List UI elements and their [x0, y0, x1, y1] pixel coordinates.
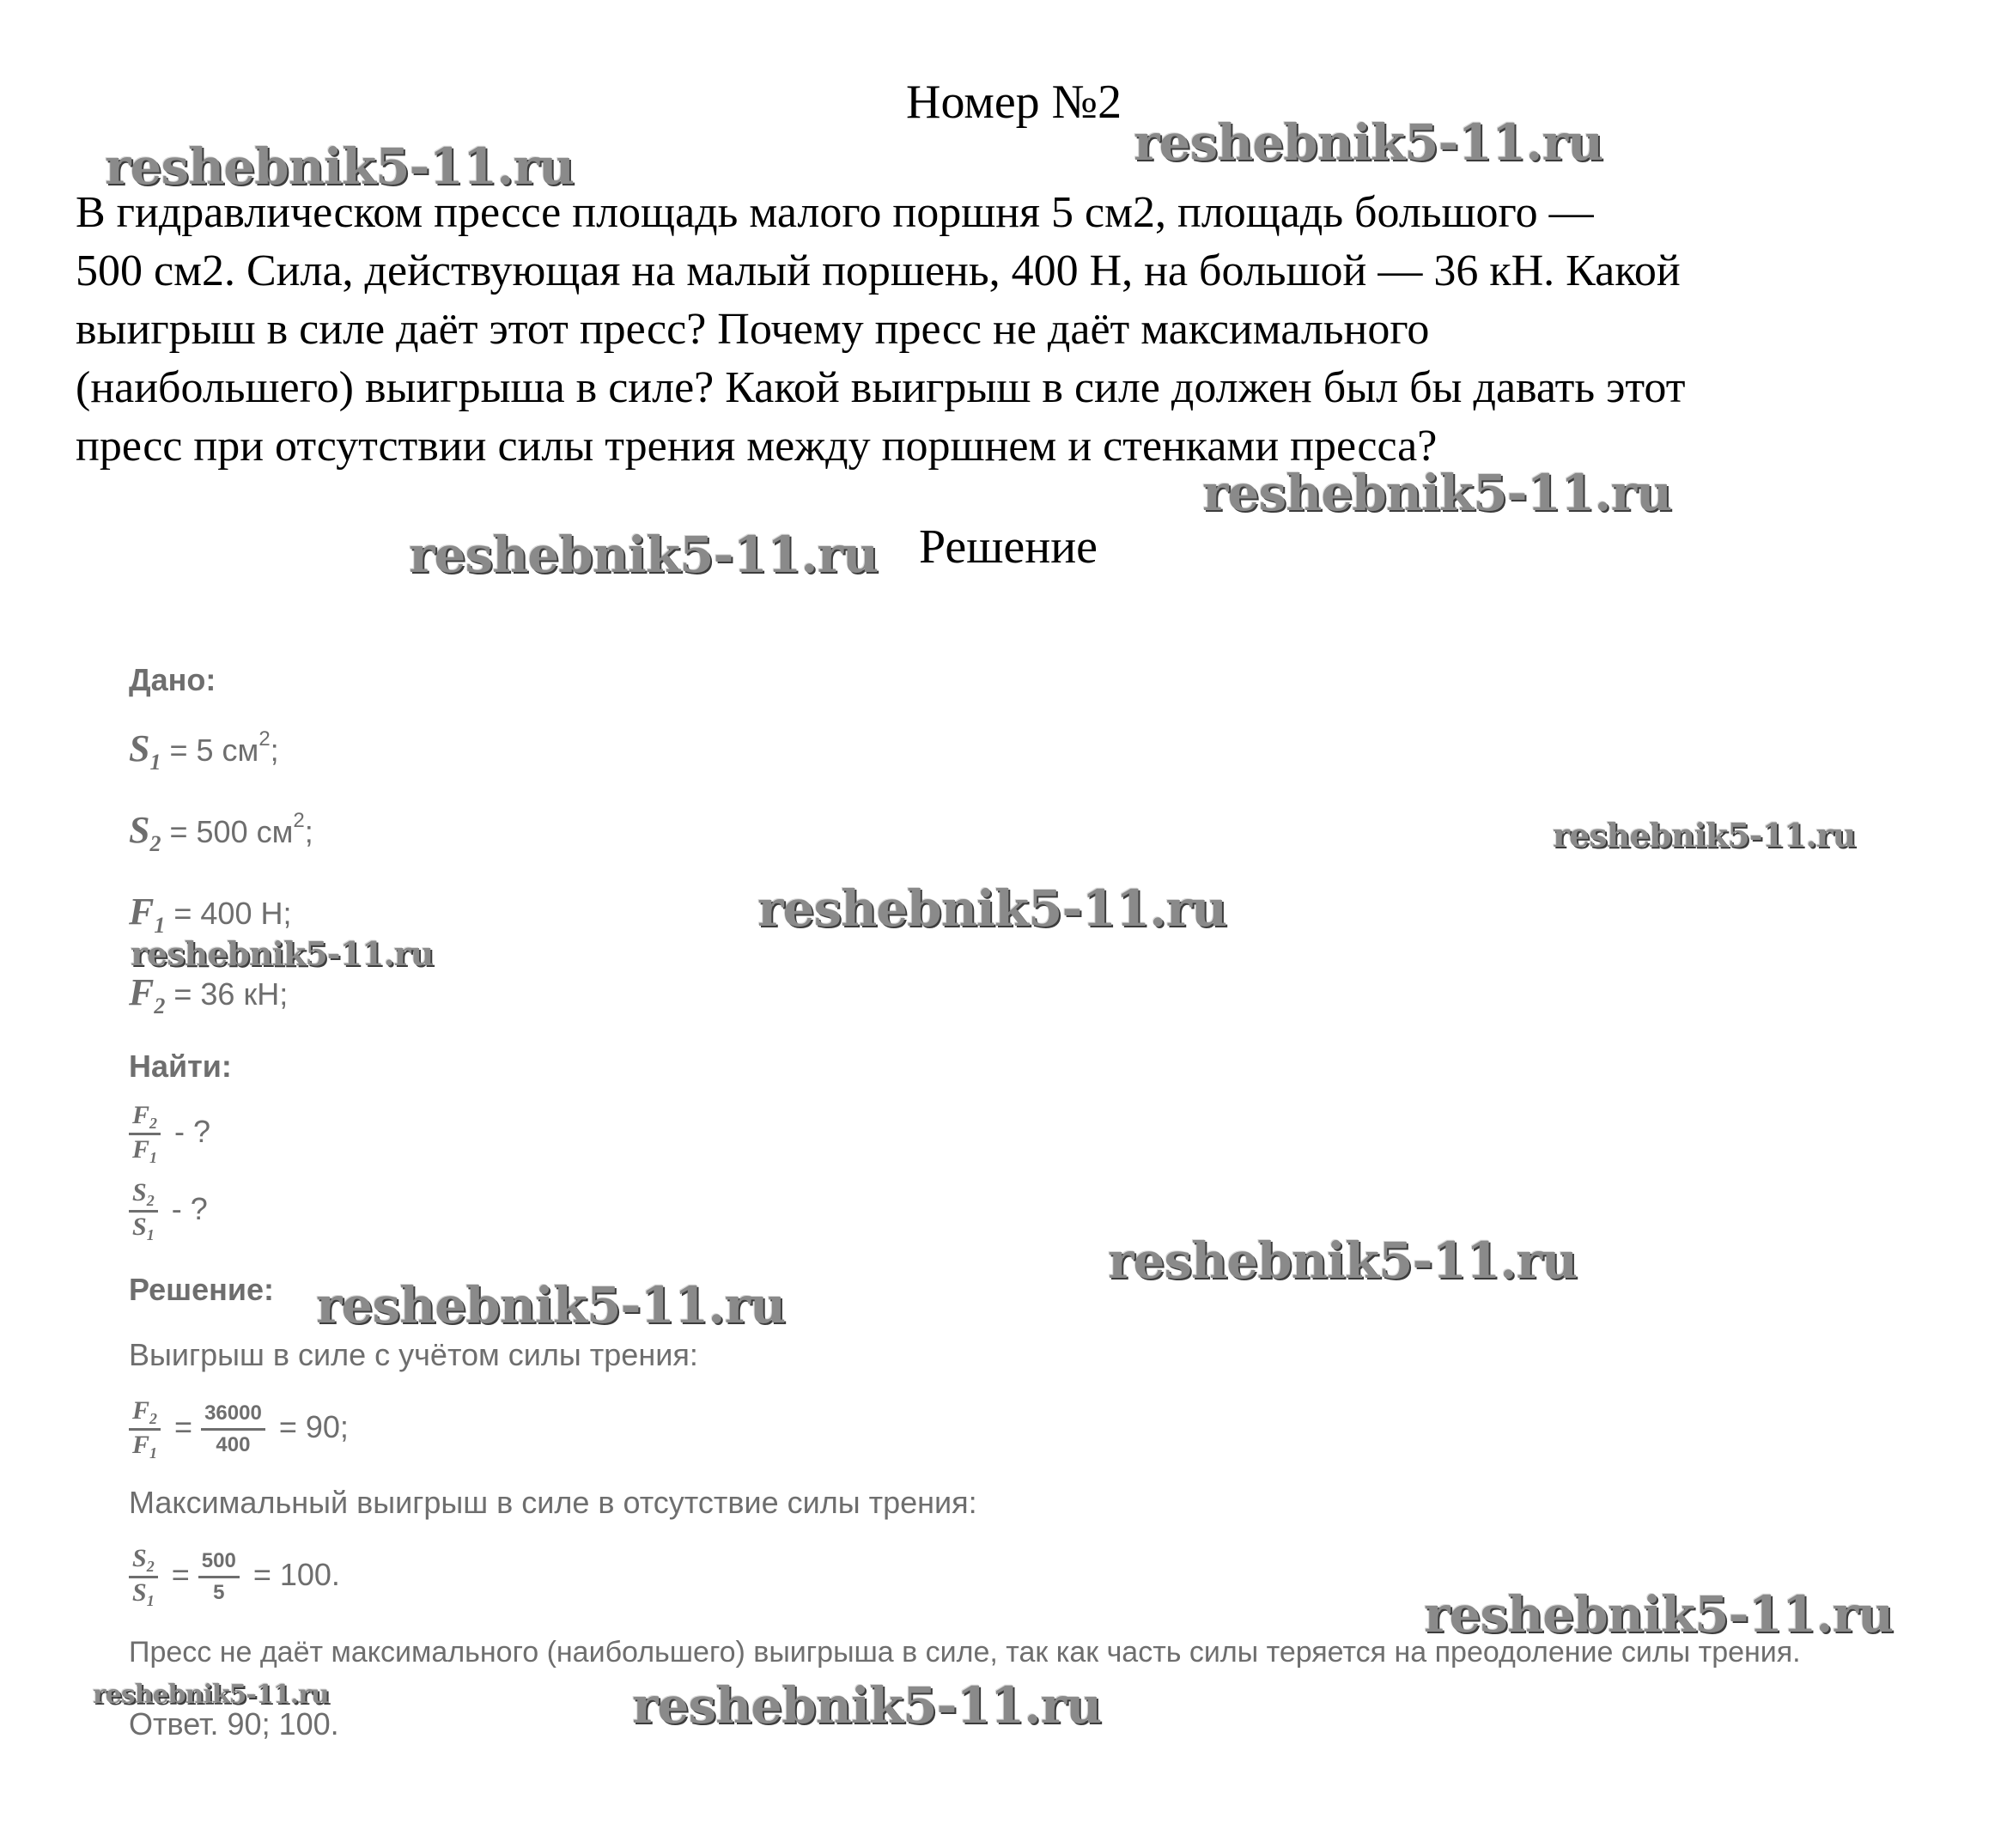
problem-line-1: В гидравлическом прессе площадь малого поршня 5 см2, площадь большого —: [76, 188, 1594, 237]
given-s1: $S_1 = 5$ $см^2$;: [129, 727, 279, 775]
given-f1: $F_1 = 400$ Н;: [129, 891, 292, 938]
find-label: Найти:: [129, 1049, 232, 1084]
page-title: Номер №2: [906, 76, 1122, 129]
given-s2: $S_2 = 500$ $см^2$;: [129, 809, 313, 856]
watermark: reshebnik5-11.ru: [632, 1676, 1102, 1735]
solution-label: Решение:: [129, 1272, 275, 1307]
answer: Ответ. 90; 100.: [129, 1706, 339, 1742]
problem-line-2: 500 см2. Сила, действующая на малый поршень, 400 Н, на большой — 36 кН. Какой: [76, 246, 1681, 295]
watermark: reshebnik5-11.ru: [1553, 816, 1856, 854]
watermark: reshebnik5-11.ru: [131, 934, 434, 973]
watermark: reshebnik5-11.ru: [757, 879, 1227, 938]
watermark: reshebnik5-11.ru: [93, 1680, 329, 1710]
watermark: reshebnik5-11.ru: [316, 1276, 786, 1334]
watermark: reshebnik5-11.ru: [1108, 1231, 1578, 1290]
problem-line-5: пресс при отсутствии силы трения между поршнем и стенками пресса?: [76, 422, 1438, 471]
find-item-force-ratio: $\frac{F_2}{F_1}$ - ?: [129, 1101, 210, 1167]
find-item-area-ratio: $\frac{S_2}{S_1}$ - ?: [129, 1178, 208, 1244]
problem-line-3: выигрыш в силе даёт этот пресс? Почему пресс не даёт максимального: [76, 305, 1430, 354]
given-f2: $F_2 = 36$ кН;: [129, 971, 289, 1018]
solution-explanation: Пресс не даёт максимального (наибольшего) выигрыша в силе, так как часть силы теряется на преодоление силы трения.: [129, 1636, 1801, 1669]
solution-text-max: Максимальный выигрыш в силе в отсутствие силы трения:: [129, 1485, 977, 1520]
watermark: reshebnik5-11.ru: [409, 526, 879, 584]
watermark: reshebnik5-11.ru: [1202, 464, 1672, 522]
solution-heading: Решение: [919, 520, 1098, 574]
watermark: reshebnik5-11.ru: [1424, 1585, 1894, 1644]
watermark: reshebnik5-11.ru: [105, 137, 575, 196]
solution-eq-area: $\frac{S_2}{S_1}$ = $\frac{500}{5}$ = 100.: [129, 1544, 340, 1610]
given-label: Дано:: [129, 662, 216, 697]
watermark: reshebnik5-11.ru: [1134, 113, 1603, 172]
solution-text-friction: Выигрыш в силе с учётом силы трения:: [129, 1337, 698, 1372]
solution-eq-force: $\frac{F_2}{F_1}$ = $\frac{36000}{400}$ = 90;: [129, 1396, 349, 1462]
problem-line-4: (наибольшего) выигрыша в силе? Какой выигрыш в силе должен был бы давать этот: [76, 363, 1686, 412]
